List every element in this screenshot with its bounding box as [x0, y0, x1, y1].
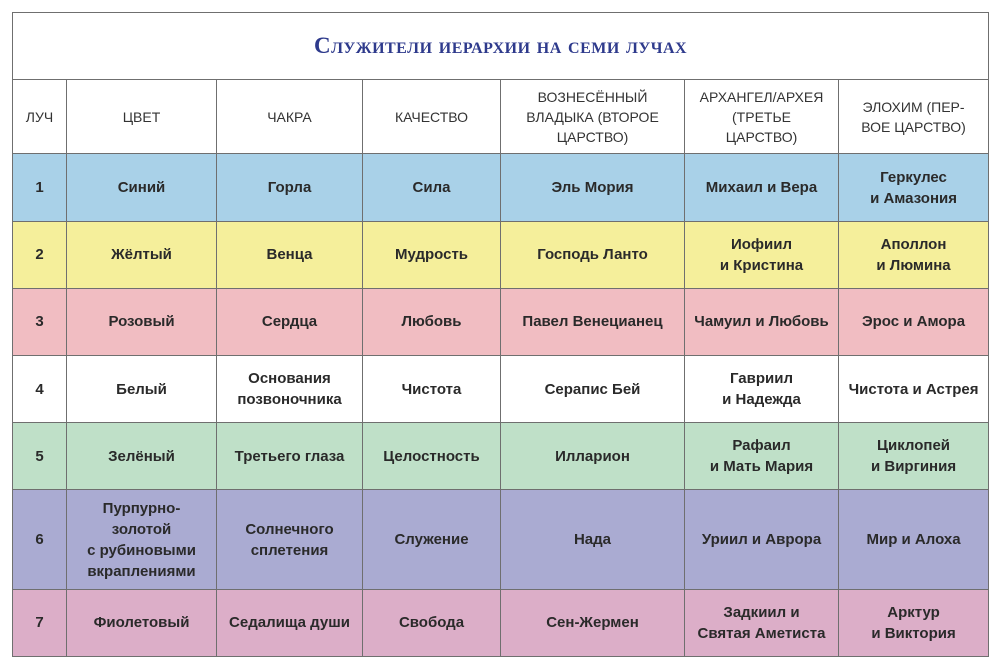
- table-row: [13, 356, 989, 423]
- cell-color: Розовый: [67, 288, 217, 355]
- table-row: [13, 154, 989, 221]
- cell-quality: Сила: [363, 154, 501, 221]
- header-chakra: ЧАКРА: [217, 80, 363, 154]
- cell-ascended-master: Нада: [501, 490, 685, 589]
- cell-chakra: Венца: [217, 221, 363, 288]
- cell-color: Фиолетовый: [67, 589, 217, 656]
- cell-color: Зелёный: [67, 423, 217, 490]
- header-quality: КАЧЕСТВО: [363, 80, 501, 154]
- table-row: [13, 490, 989, 589]
- cell-chakra: Третьего глаза: [217, 423, 363, 490]
- cell-elohim: Арктур и Виктория: [839, 589, 989, 656]
- cell-ascended-master: Сен-Жермен: [501, 589, 685, 656]
- cell-ray: 2: [13, 221, 67, 288]
- cell-ray: 7: [13, 589, 67, 656]
- cell-chakra: Основания позвоночника: [217, 356, 363, 423]
- cell-color: Белый: [67, 356, 217, 423]
- cell-color: Пурпурно- золотой с рубиновыми вкраплениями: [67, 490, 217, 589]
- cell-ray: 1: [13, 154, 67, 221]
- cell-archangel: Рафаил и Мать Мария: [685, 423, 839, 490]
- cell-archangel: Михаил и Вера: [685, 154, 839, 221]
- cell-archangel: Гавриил и Надежда: [685, 356, 839, 423]
- cell-ascended-master: Господь Ланто: [501, 221, 685, 288]
- table-row: [13, 423, 989, 490]
- cell-color: Жёлтый: [67, 221, 217, 288]
- header-archangel: АРХАНГЕЛ/АРХЕЯ (ТРЕТЬЕ ЦАРСТВО): [685, 80, 839, 154]
- cell-ascended-master: Серапис Бей: [501, 356, 685, 423]
- header-ascended-master: ВОЗНЕСЁННЫЙ ВЛАДЫКА (ВТОРОЕ ЦАРСТВО): [501, 80, 685, 154]
- cell-quality: Чистота: [363, 356, 501, 423]
- header-ray: ЛУЧ: [13, 80, 67, 154]
- cell-quality: Целостность: [363, 423, 501, 490]
- cell-elohim: Аполлон и Люмина: [839, 221, 989, 288]
- cell-elohim: Мир и Алоха: [839, 490, 989, 589]
- table-row: [13, 221, 989, 288]
- table-row: [13, 589, 989, 656]
- cell-archangel: Чамуил и Любовь: [685, 288, 839, 355]
- header-color: ЦВЕТ: [67, 80, 217, 154]
- header-row: [13, 80, 989, 154]
- header-elohim: ЭЛОХИМ (ПЕР- ВОЕ ЦАРСТВО): [839, 80, 989, 154]
- cell-chakra: Солнечного сплетения: [217, 490, 363, 589]
- cell-chakra: Горла: [217, 154, 363, 221]
- cell-archangel: Уриил и Аврора: [685, 490, 839, 589]
- table-title: Служители иерархии на семи лучах: [13, 13, 989, 80]
- cell-archangel: Задкиил и Святая Аметиста: [685, 589, 839, 656]
- rays-hierarchy-table: [12, 12, 989, 657]
- cell-quality: Мудрость: [363, 221, 501, 288]
- table-row: [13, 288, 989, 355]
- cell-archangel: Иофиил и Кристина: [685, 221, 839, 288]
- cell-ray: 5: [13, 423, 67, 490]
- cell-quality: Любовь: [363, 288, 501, 355]
- cell-elohim: Эрос и Амора: [839, 288, 989, 355]
- cell-quality: Свобода: [363, 589, 501, 656]
- cell-ray: 3: [13, 288, 67, 355]
- cell-quality: Служение: [363, 490, 501, 589]
- cell-color: Синий: [67, 154, 217, 221]
- cell-elohim: Чистота и Астрея: [839, 356, 989, 423]
- cell-elohim: Циклопей и Виргиния: [839, 423, 989, 490]
- cell-chakra: Сердца: [217, 288, 363, 355]
- cell-ray: 4: [13, 356, 67, 423]
- cell-chakra: Седалища души: [217, 589, 363, 656]
- cell-ascended-master: Илларион: [501, 423, 685, 490]
- cell-ascended-master: Эль Мория: [501, 154, 685, 221]
- cell-elohim: Геркулес и Амазония: [839, 154, 989, 221]
- cell-ray: 6: [13, 490, 67, 589]
- cell-ascended-master: Павел Венецианец: [501, 288, 685, 355]
